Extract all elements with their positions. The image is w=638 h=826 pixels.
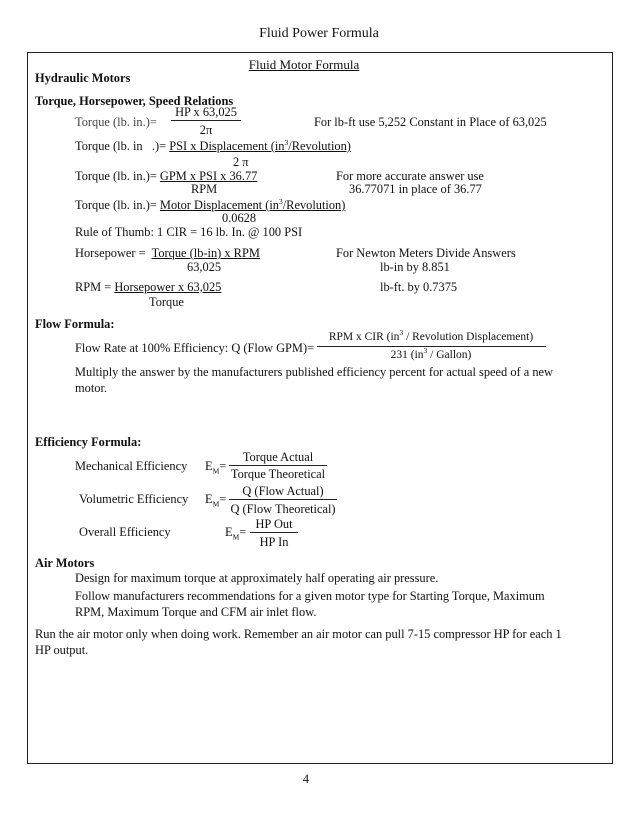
hydraulic-heading: Hydraulic Motors: [35, 71, 131, 85]
torque4-numerator: [160, 198, 345, 212]
rpm-note: lb-ft. by 0.7375: [380, 280, 458, 294]
torque2-denominator: 2 π: [233, 155, 249, 169]
flow-den-b: / Gallon): [427, 349, 472, 361]
vol-symbol: [205, 492, 227, 509]
overall-denominator: HP In: [259, 535, 289, 549]
mech-sym: E: [205, 459, 213, 473]
section-title: Fluid Motor Formula: [248, 57, 360, 72]
flow-lhs: Flow Rate at 100% Efficiency: Q (Flow GPM)=: [75, 341, 315, 355]
overall-fraction-bar: [250, 532, 298, 533]
flow-den-a: 231 (in: [390, 349, 424, 361]
overall-sym: E: [225, 525, 233, 539]
mech-numerator: Torque Actual: [242, 450, 314, 464]
mech-symbol: [205, 459, 227, 476]
flow-fraction-bar: [317, 346, 546, 347]
hp-lhs: Horsepower =: [75, 246, 152, 260]
mech-label: Mechanical Efficiency: [75, 459, 188, 473]
efficiency-heading: Efficiency Formula:: [35, 435, 142, 449]
page-header: Fluid Power Formula: [259, 26, 379, 41]
page-number: 4: [302, 772, 310, 786]
overall-symbol: [225, 525, 247, 542]
vol-fraction-bar: [229, 499, 337, 500]
overall-sub: M: [232, 532, 240, 542]
torque2-num-sup: 3: [284, 137, 289, 147]
flow-den-sup: 3: [423, 346, 428, 356]
torque3-numerator: GPM x PSI x 36.77: [159, 169, 258, 183]
rule-of-thumb: Rule of Thumb: 1 CIR = 16 lb. In. @ 100 PSI: [75, 225, 303, 239]
torque2-num-b: /Revolution): [288, 139, 351, 153]
mech-sub: M: [212, 466, 220, 476]
overall-numerator: HP Out: [255, 517, 293, 531]
torque2-formula: [75, 137, 351, 153]
rpm-numerator: Horsepower x 63,025: [114, 280, 222, 294]
torque4-num-a: Motor Displacement (in: [159, 198, 279, 212]
torque3-formula: [75, 170, 257, 182]
vol-sub: M: [212, 499, 220, 509]
torque1-numerator: HP x 63,025: [175, 105, 237, 119]
flow-num-a: RPM x CIR (in: [328, 331, 400, 343]
torque4-lhs: Torque (lb. in.)=: [75, 198, 160, 212]
vol-sym: E: [205, 492, 213, 506]
flow-paragraph: Multiply the answer by the manufacturers published efficiency percent for actual speed of a new motor.: [75, 365, 554, 395]
rpm-formula: [75, 281, 221, 293]
mech-eq: =: [219, 459, 227, 473]
flow-heading: Flow Formula:: [35, 317, 115, 331]
vol-numerator: Q (Flow Actual): [242, 484, 324, 498]
mech-fraction-bar: [229, 465, 327, 466]
torque1-fraction-bar: [171, 120, 241, 121]
hp-denominator: 63,025: [187, 260, 222, 274]
torque2-numerator: [169, 139, 351, 153]
mech-denominator: Torque Theoretical: [230, 467, 326, 481]
flow-num-sup: 3: [399, 328, 404, 338]
torque4-denominator: 0.0628: [222, 211, 257, 225]
torque3-note2: 36.77071 in place of 36.77: [349, 182, 482, 196]
torque1-note: For lb-ft use 5,252 Constant in Place of 63,025: [314, 115, 547, 129]
vol-denominator: Q (Flow Theoretical): [230, 502, 336, 516]
air-heading: Air Motors: [35, 556, 95, 570]
torque4-num-sup: 3: [278, 196, 283, 206]
torque1-lhs: Torque (lb. in.)=: [75, 115, 157, 129]
flow-num-b: / Revolution Displacement): [403, 331, 534, 343]
vol-label: Volumetric Efficiency: [79, 492, 189, 506]
air-paragraph-2: Follow manufacturers recommendations for a given motor type for Starting Torque, Maximum RPM, Maximum Torque and CFM air inlet flow.: [75, 589, 545, 619]
hp-formula: [75, 247, 260, 259]
hp-note1: For Newton Meters Divide Answers: [336, 246, 516, 260]
torque4-num-b: /Revolution): [282, 198, 346, 212]
air-paragraph-1: Design for maximum torque at approximately half operating air pressure.: [75, 571, 439, 585]
flow-denominator: [390, 346, 472, 362]
torque3-note1: For more accurate answer use: [336, 169, 484, 183]
vol-eq: =: [219, 492, 227, 506]
torque3-denominator: RPM: [191, 182, 218, 196]
hp-note2: lb-in by 8.851: [380, 260, 450, 274]
air-paragraph-3: Run the air motor only when doing work. Remember an air motor can pull 7-15 compressor HP for each 1 HP output.: [35, 627, 562, 657]
rpm-denominator: Torque: [149, 295, 184, 309]
torque2-lhs: Torque (lb. in .)=: [75, 139, 170, 153]
torque3-lhs: Torque (lb. in.)=: [75, 169, 160, 183]
overall-eq: =: [239, 525, 247, 539]
rpm-lhs: RPM =: [75, 280, 115, 294]
torque4-formula: [75, 196, 346, 212]
overall-label: Overall Efficiency: [79, 525, 171, 539]
hp-numerator: Torque (lb-in) x RPM: [151, 246, 260, 260]
torque1-denominator: 2π: [199, 123, 213, 137]
relations-subheading: Torque, Horsepower, Speed Relations: [35, 94, 234, 108]
torque2-num-a: PSI x Displacement (in: [169, 139, 285, 153]
flow-numerator: [328, 328, 534, 344]
